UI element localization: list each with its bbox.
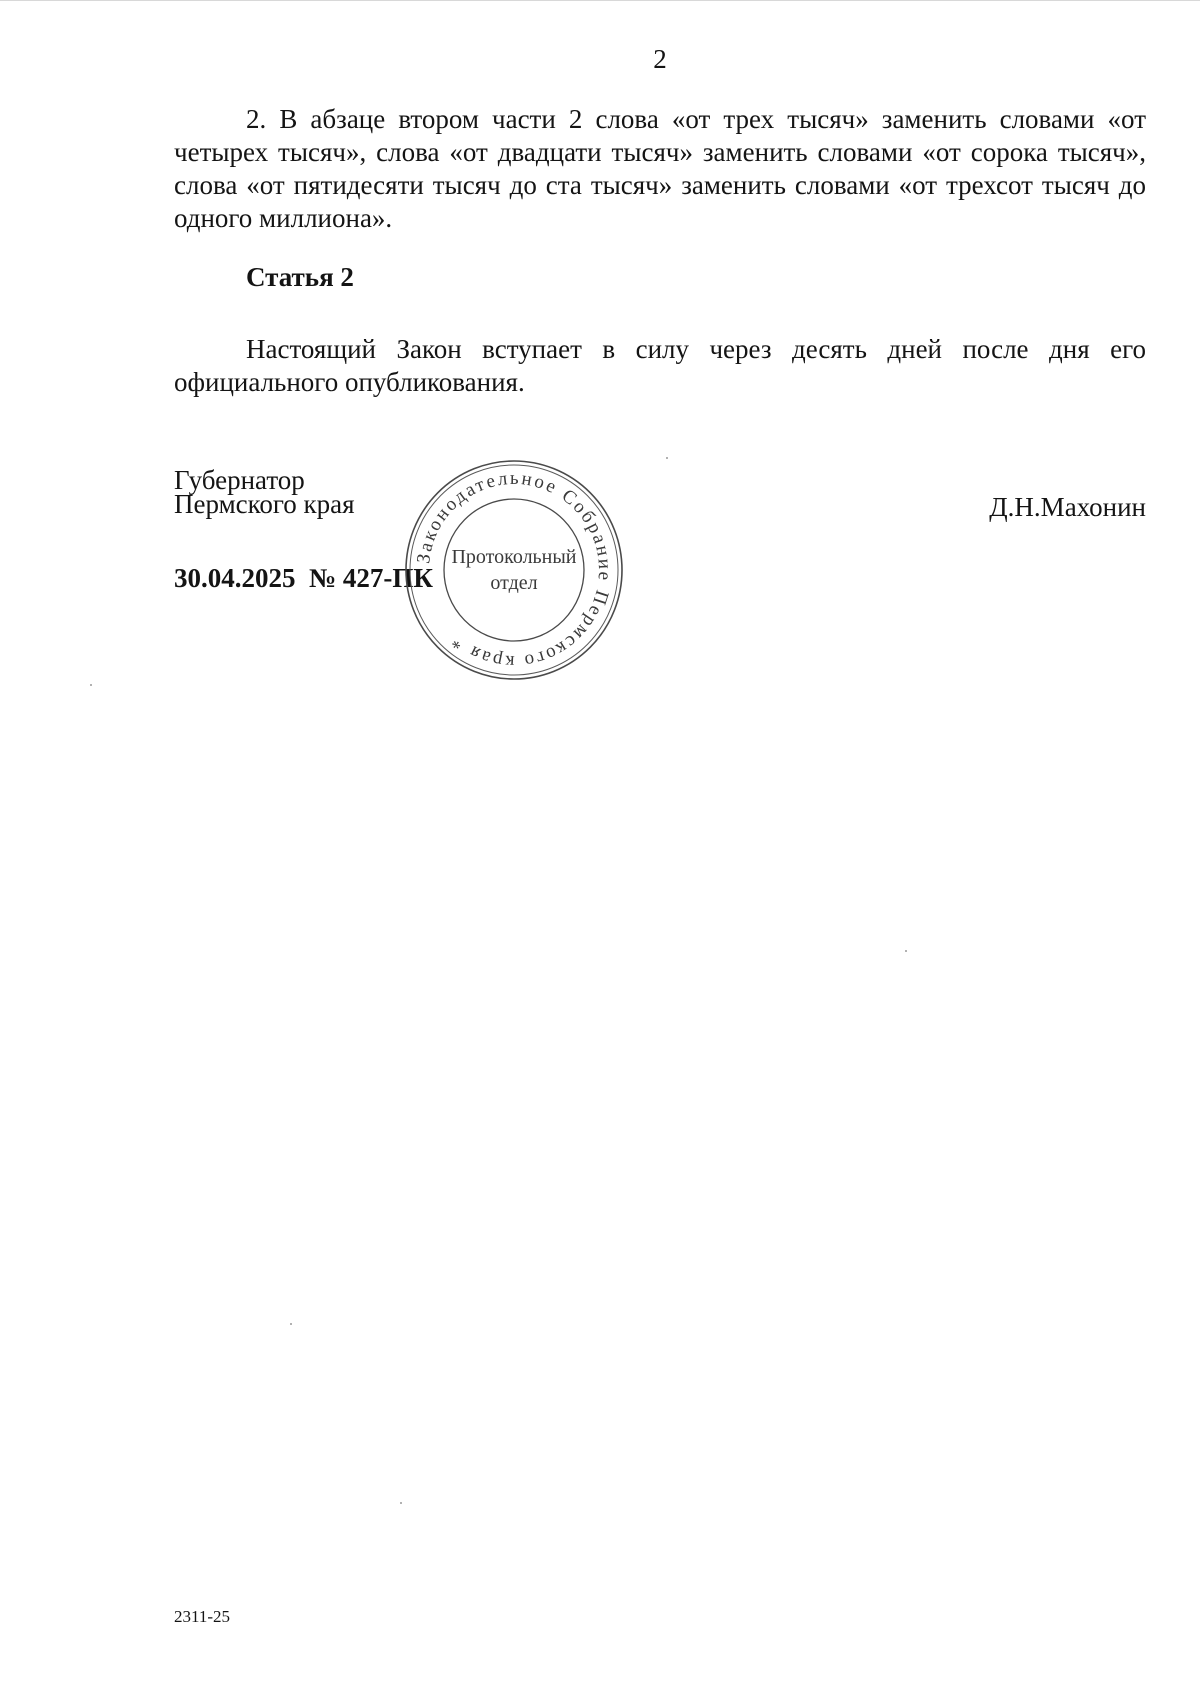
signer-name: Д.Н.Махонин xyxy=(989,492,1146,522)
page-number: 2 xyxy=(653,44,667,74)
stamp-center-line-1: Протокольный xyxy=(451,546,577,568)
signer-title xyxy=(174,465,355,519)
effective-date-paragraph: Настоящий Закон вступает в силу через десять дней после дня его официального опубликования. xyxy=(174,334,1146,397)
scan-speck xyxy=(666,457,668,459)
scan-speck xyxy=(90,684,92,686)
page-top-edge xyxy=(0,0,1200,1)
scan-speck xyxy=(905,950,907,952)
stamp-ring-text: Законодательное Собрание Пермского края * xyxy=(413,467,616,673)
signer-title-line-2: Пермского края xyxy=(174,489,355,519)
scan-speck xyxy=(290,1323,292,1325)
amendment-paragraph: 2. В абзаце втором части 2 слова «от трех тысяч» заменить словами «от четырех тысяч», слова «от двадцати тысяч» заменить словами «от сорока тысяч», слова «от пятидесяти тысяч до ста тысяч» заменить словами «от трехсот тысяч до одного миллиона». xyxy=(174,104,1146,233)
document-code: 2311-25 xyxy=(174,1607,231,1626)
stamp-center-line-2: отдел xyxy=(490,572,538,594)
scan-speck xyxy=(400,1502,402,1504)
law-date-number: 30.04.2025 № 427-ПК xyxy=(174,563,433,593)
official-seal-stamp xyxy=(404,459,624,681)
article-heading: Статья 2 xyxy=(246,262,354,292)
signer-title-line-1: Губернатор xyxy=(174,465,305,495)
